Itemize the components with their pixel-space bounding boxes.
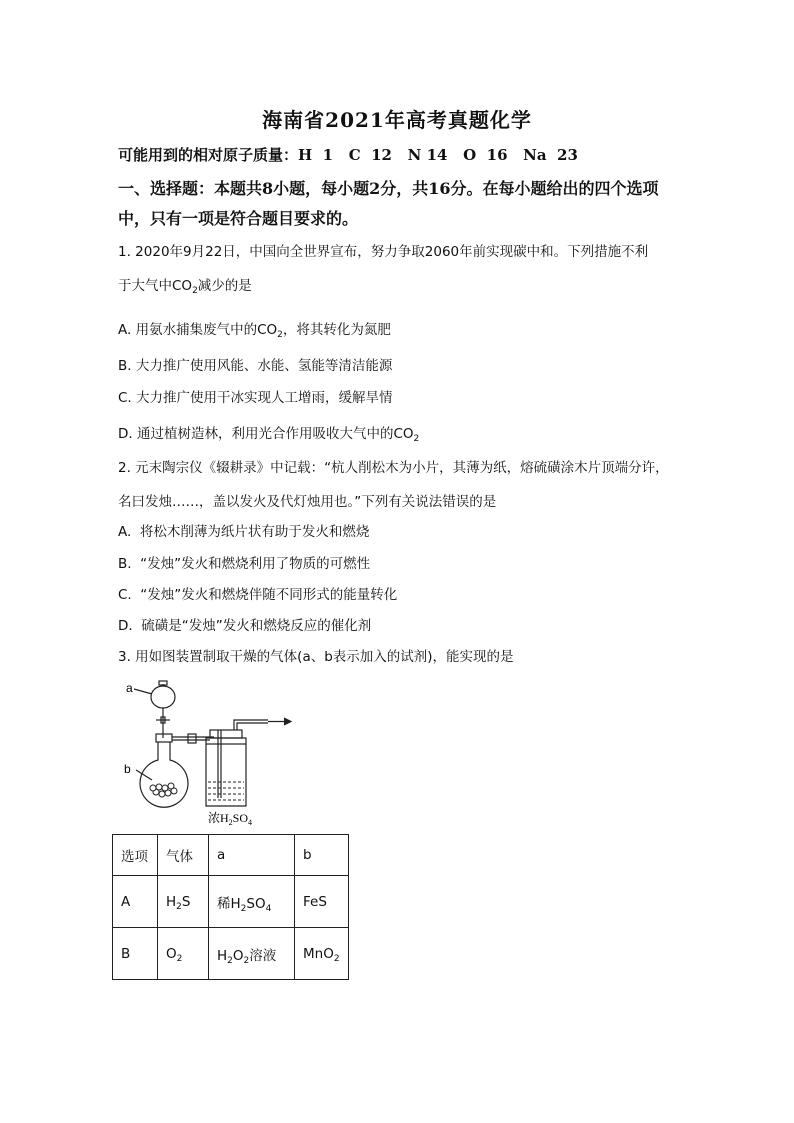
question-2-stem-line2: 名曰发烛……，盖以发火及代灯烛用也。”下列有关说法错误的是 [118,494,497,510]
q1-stem-text: 于大气中CO [118,278,193,294]
q1-stem-text-end: 减少的是 [197,278,252,294]
table-cell-gas: $O_2$ [158,928,209,980]
figure-label-a: a [126,681,133,695]
question-1-option-d [118,422,419,442]
table-cell-reagent-b: MnO$_2$ [295,928,349,980]
figure-label-b: b [124,762,131,776]
table-header-cell: b [295,835,349,876]
table-header-cell: 气体 [158,835,209,876]
question-2-option-a: A. 将松木削薄为纸片状有助于发火和燃烧 [118,524,370,540]
table-cell-reagent-a: 稀$H_2SO_4$ [209,876,295,928]
q1-option-d-text: D. 通过植树造林，利用光合作用吸收大气中的CO [118,426,414,442]
q1-option-a-text-end: ，将其转化为氮肥 [282,322,391,338]
table-header-cell: 选项 [113,835,158,876]
q1-option-d-subscript: 2 [413,434,420,444]
table-cell-option: A [113,876,158,928]
question-2-stem-line1: 2. 元末陶宗仪《辍耕录》中记载：“杭人削松木为小片，其薄为纸，熔硫磺涂木片顶端分许， [118,460,669,476]
table-cell-reagent-b: FeS [295,876,349,928]
atomic-mass-line [118,144,578,165]
question-2-option-d: D. 硫磺是“发烛”发火和燃烧反应的催化剂 [118,618,372,634]
q1-stem-subscript: 2 [192,286,198,296]
page-title: 海南省2021年高考真题化学 [262,108,532,132]
question-1-option-a [118,318,391,338]
table-cell-option: B [113,928,158,980]
question-1-stem-line1: 1. 2020年9月22日，中国向全世界宣布，努力争取2060年前实现碳中和。下列措施不利 [118,244,649,260]
options-table [112,834,349,980]
round-flask [140,742,188,807]
table-cell-gas: $H_2S$ [158,876,209,928]
table-header-row [113,835,349,876]
figure-caption: 浓$H_2SO_4$ [208,811,253,827]
section-heading-line1: 一、选择题：本题共8小题，每小题2分，共16分。在每小题给出的四个选项 [118,179,659,198]
question-1-option-b: B. 大力推广使用风能、水能、氢能等清洁能源 [118,358,393,374]
gas-apparatus-figure [118,676,298,828]
question-2-option-b: B. “发烛”发火和燃烧利用了物质的可燃性 [118,556,371,572]
section-heading-line2: 中，只有一项是符合题目要求的。 [118,209,359,228]
table-row [113,928,349,980]
atomic-mass-values: H 1 C 12 N 14 O 16 Na 23 [298,146,578,164]
atomic-mass-label: 可能用到的相对原子质量： [118,146,299,164]
question-3-stem: 3. 用如图装置制取干燥的气体(a、b表示加入的试剂)，能实现的是 [118,649,514,665]
question-1-stem-line2 [118,274,252,294]
table-row [113,876,349,928]
table-cell-reagent-a: $H_2O_2$溶液 [209,928,295,980]
table-header-cell: a [209,835,295,876]
funnel-bulb [151,686,175,708]
wash-bottle [206,744,246,806]
q1-option-a-text: A. 用氨水捕集废气中的CO [118,322,278,338]
q1-option-a-subscript: 2 [277,330,283,340]
question-1-option-c: C. 大力推广使用干冰实现人工增雨，缓解旱情 [118,390,393,406]
apparatus-drawing [118,676,298,828]
question-2-option-c: C. “发烛”发火和燃烧伴随不同形式的能量转化 [118,587,398,603]
